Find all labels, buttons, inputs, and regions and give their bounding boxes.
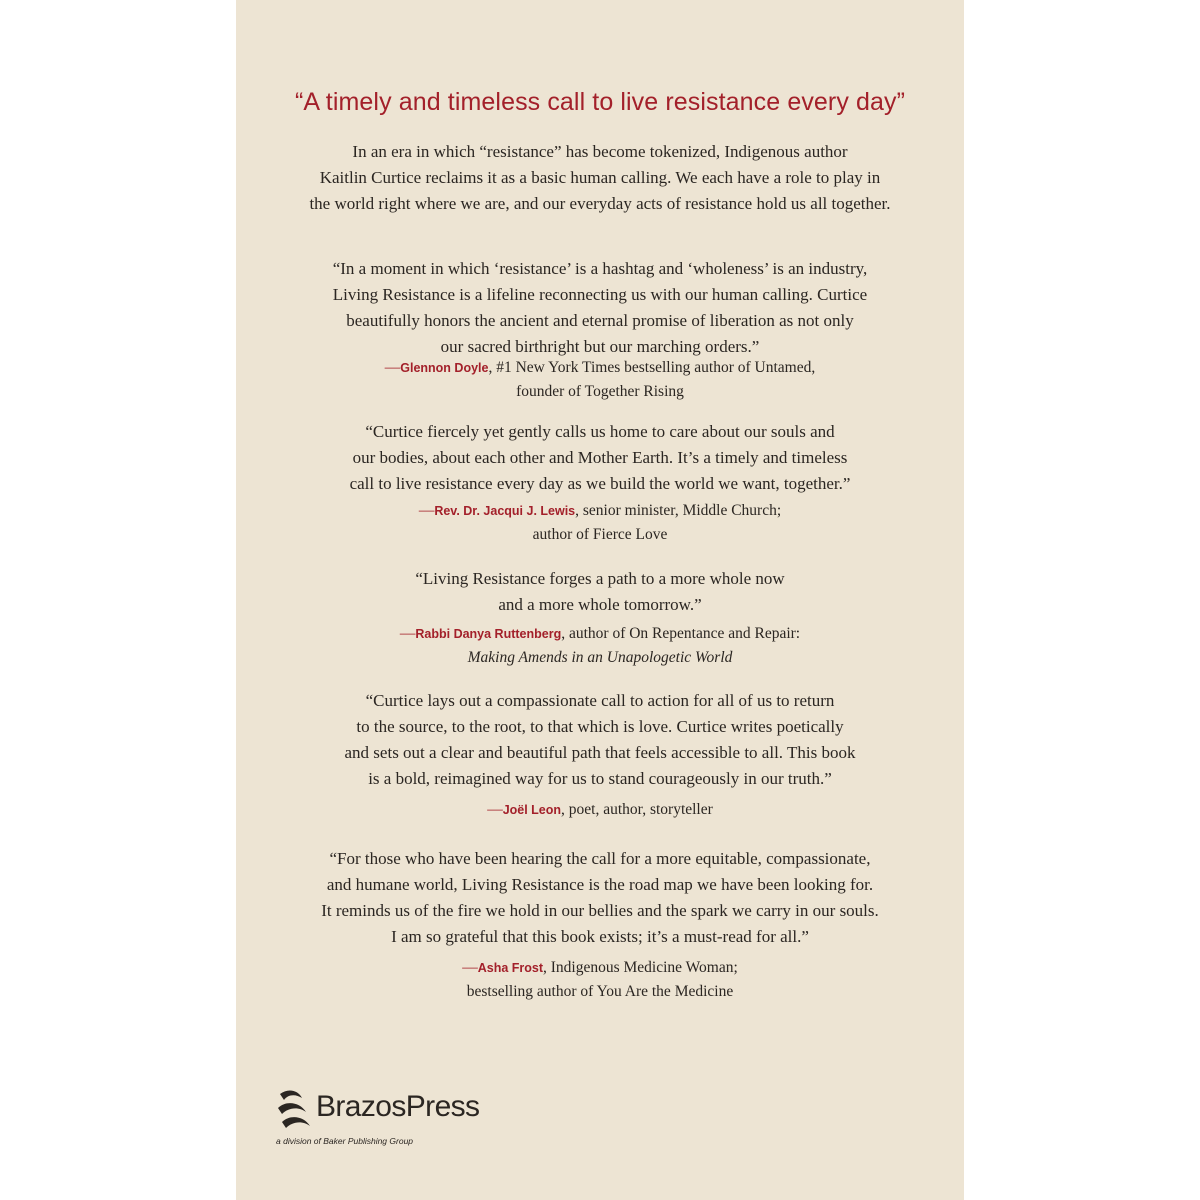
author-name: Rev. Dr. Jacqui J. Lewis	[434, 504, 576, 518]
author-name: Joël Leon	[502, 803, 562, 817]
publisher-tagline: a division of Baker Publishing Group	[276, 1136, 414, 1146]
blurb-quote-glennon-doyle	[286, 256, 914, 360]
quote-line: our bodies, about each other and Mother Earth. It’s a timely and timeless	[352, 448, 848, 467]
credit-text: bestselling author of You Are the Medicine	[466, 983, 734, 1000]
publisher-name: BrazosPress	[316, 1090, 480, 1123]
quote-line: is a bold, reimagined way for us to stand courageously in our truth.”	[368, 769, 832, 788]
author-name: Asha Frost	[477, 961, 544, 975]
intro-line: the world right where we are, and our everyday acts of resistance hold us all together.	[309, 194, 891, 213]
blurb-quote-asha-frost	[286, 846, 914, 950]
quote-line: and a more whole tomorrow.”	[498, 595, 702, 614]
headline: “A timely and timeless call to live resistance every day”	[294, 88, 906, 116]
quote-line: Living Resistance is a lifeline reconnecting us with our human calling. Curtice	[332, 285, 868, 304]
credit-text: , author of On Repentance and Repair:	[561, 625, 801, 642]
intro-paragraph	[268, 139, 932, 217]
quote-line: It reminds us of the fire we hold in our bellies and the spark we carry in our souls.	[321, 901, 879, 920]
quote-line: and humane world, Living Resistance is the road map we have been looking for.	[326, 875, 874, 894]
quote-line: beautifully honors the ancient and eternal promise of liberation as not only	[346, 311, 854, 330]
author-name: Glennon Doyle	[400, 361, 489, 375]
blurb-quote-jacqui-lewis	[286, 419, 914, 497]
back-cover	[236, 0, 964, 1200]
quote-line: “In a moment in which ‘resistance’ is a hashtag and ‘wholeness’ is an industry,	[332, 259, 868, 278]
blurb-attribution-joel-leon: —Joël Leon, poet, author, storyteller	[487, 801, 713, 818]
credit-text: , Indigenous Medicine Woman;	[543, 959, 738, 976]
blurb-attribution-jacqui-lewis: —Rev. Dr. Jacqui J. Lewis, senior minister, Middle Church; author of Fierce Love	[286, 499, 914, 546]
credit-text: Making Amends in an Unapologetic World	[467, 649, 733, 666]
publisher-logo	[276, 1086, 536, 1166]
quote-line: “For those who have been hearing the call for a more equitable, compassionate,	[329, 849, 871, 868]
quote-line: to the source, to the root, to that which is love. Curtice writes poetically	[356, 717, 844, 736]
quote-line: call to live resistance every day as we build the world we want, together.”	[349, 474, 851, 493]
quote-line: “Curtice lays out a compassionate call to action for all of us to return	[365, 691, 835, 710]
intro-line: Kaitlin Curtice reclaims it as a basic human calling. We each have a role to play in	[319, 168, 881, 187]
quote-line: I am so grateful that this book exists; it’s a must-read for all.”	[391, 927, 809, 946]
blurb-attribution-asha-frost: —Asha Frost, Indigenous Medicine Woman; bestselling author of You Are the Medicine	[286, 956, 914, 1003]
author-name: Rabbi Danya Ruttenberg	[415, 627, 562, 641]
brazos-river-icon	[276, 1086, 316, 1132]
credit-text: , senior minister, Middle Church;	[575, 502, 782, 519]
quote-line: “Curtice fiercely yet gently calls us home to care about our souls and	[365, 422, 835, 441]
intro-line: In an era in which “resistance” has become tokenized, Indigenous author	[352, 142, 848, 161]
credit-text: author of Fierce Love	[532, 526, 668, 543]
blurb-quote-danya-ruttenberg	[286, 566, 914, 618]
quote-line: and sets out a clear and beautiful path that feels accessible to all. This book	[344, 743, 856, 762]
blurb-attribution-danya-ruttenberg: —Rabbi Danya Ruttenberg, author of On Repentance and Repair: Making Amends in an Unapologetic World	[286, 622, 914, 669]
credit-text: founder of Together Rising	[516, 383, 684, 400]
blurb-attribution-glennon-doyle: —Glennon Doyle, #1 New York Times bestselling author of Untamed, founder of Together Rising	[286, 356, 914, 403]
credit-text: , poet, author, storyteller	[561, 801, 713, 818]
quote-line: “Living Resistance forges a path to a more whole now	[415, 569, 785, 588]
credit-text: , #1 New York Times bestselling author of Untamed,	[488, 359, 816, 376]
quote-line: our sacred birthright but our marching orders.”	[440, 337, 760, 356]
blurb-quote-joel-leon	[286, 688, 914, 792]
